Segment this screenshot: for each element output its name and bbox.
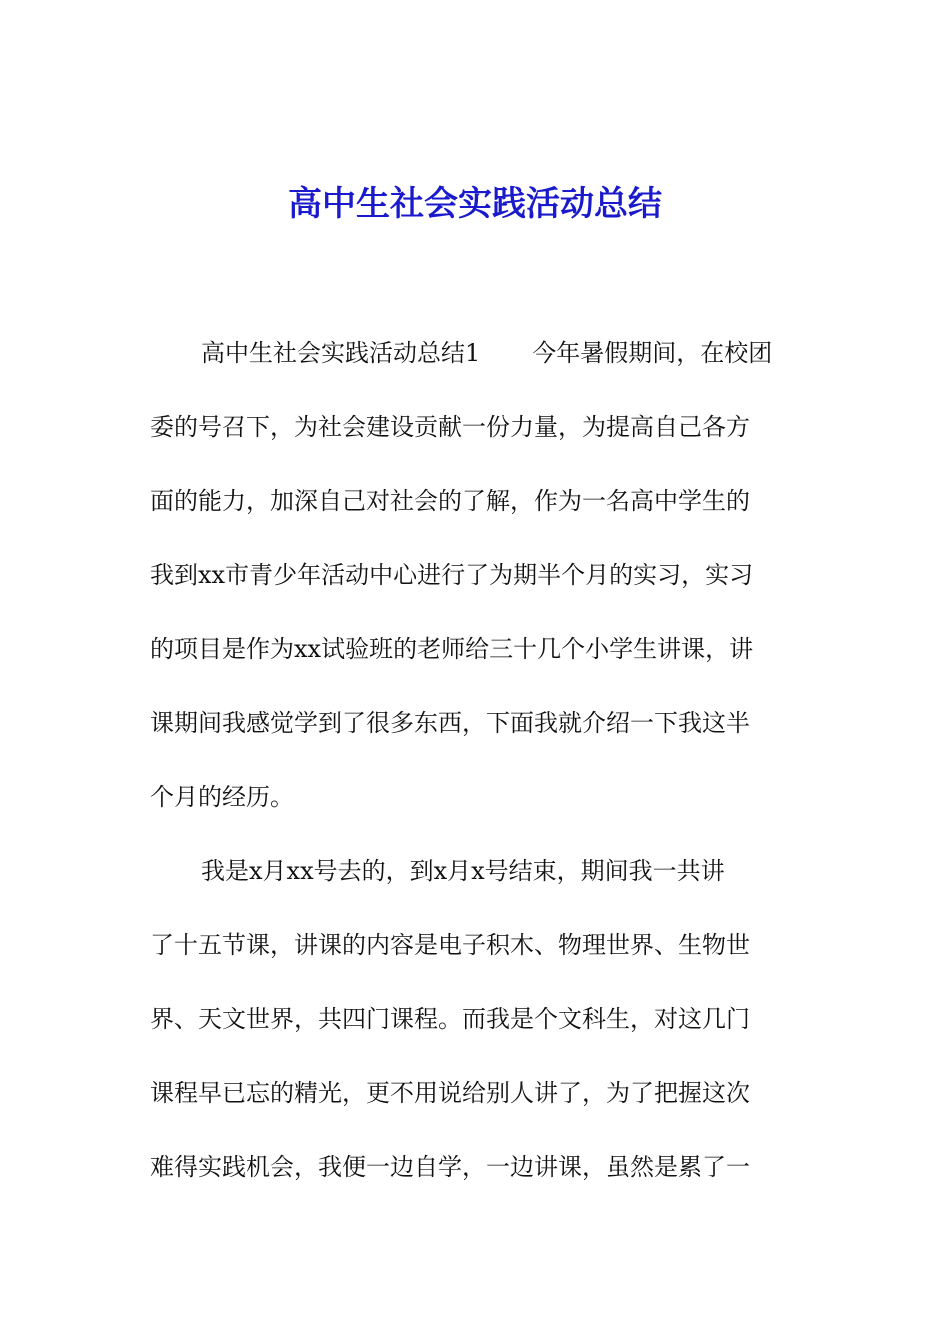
paragraph-line: 委的号召下，为社会建设贡献一份力量，为提高自己各方 <box>150 413 750 441</box>
paragraph-line: 课程早已忘的精光，更不用说给别人讲了，为了把握这次 <box>150 1079 750 1107</box>
paragraph-line: 课期间我感觉学到了很多东西，下面我就介绍一下我这半 <box>150 709 750 737</box>
paragraph-line: 我到xx市青少年活动中心进行了为期半个月的实习，实习 <box>150 561 754 589</box>
line-text: 今年暑假期间，在校团 <box>532 339 773 367</box>
paragraph-line: 面的能力，加深自己对社会的了解，作为一名高中学生的 <box>150 487 750 515</box>
document-title: 高中生社会实践活动总结 <box>288 184 662 224</box>
paragraph-line: 界、天文世界，共四门课程。而我是个文科生，对这几门 <box>150 1005 750 1033</box>
paragraph-line <box>201 333 772 373</box>
paragraph-line: 了十五节课，讲课的内容是电子积木、物理世界、生物世 <box>150 931 750 959</box>
paragraph-line: 的项目是作为xx试验班的老师给三十几个小学生讲课，讲 <box>150 635 754 663</box>
paragraph-line: 个月的经历。 <box>150 783 294 811</box>
paragraph-line: 我是x月xx号去的，到x月x号结束，期间我一共讲 <box>201 857 725 885</box>
paragraph-line: 难得实践机会，我便一边自学，一边讲课，虽然是累了一 <box>150 1153 750 1181</box>
section-heading: 高中生社会实践活动总结1 <box>201 339 481 367</box>
